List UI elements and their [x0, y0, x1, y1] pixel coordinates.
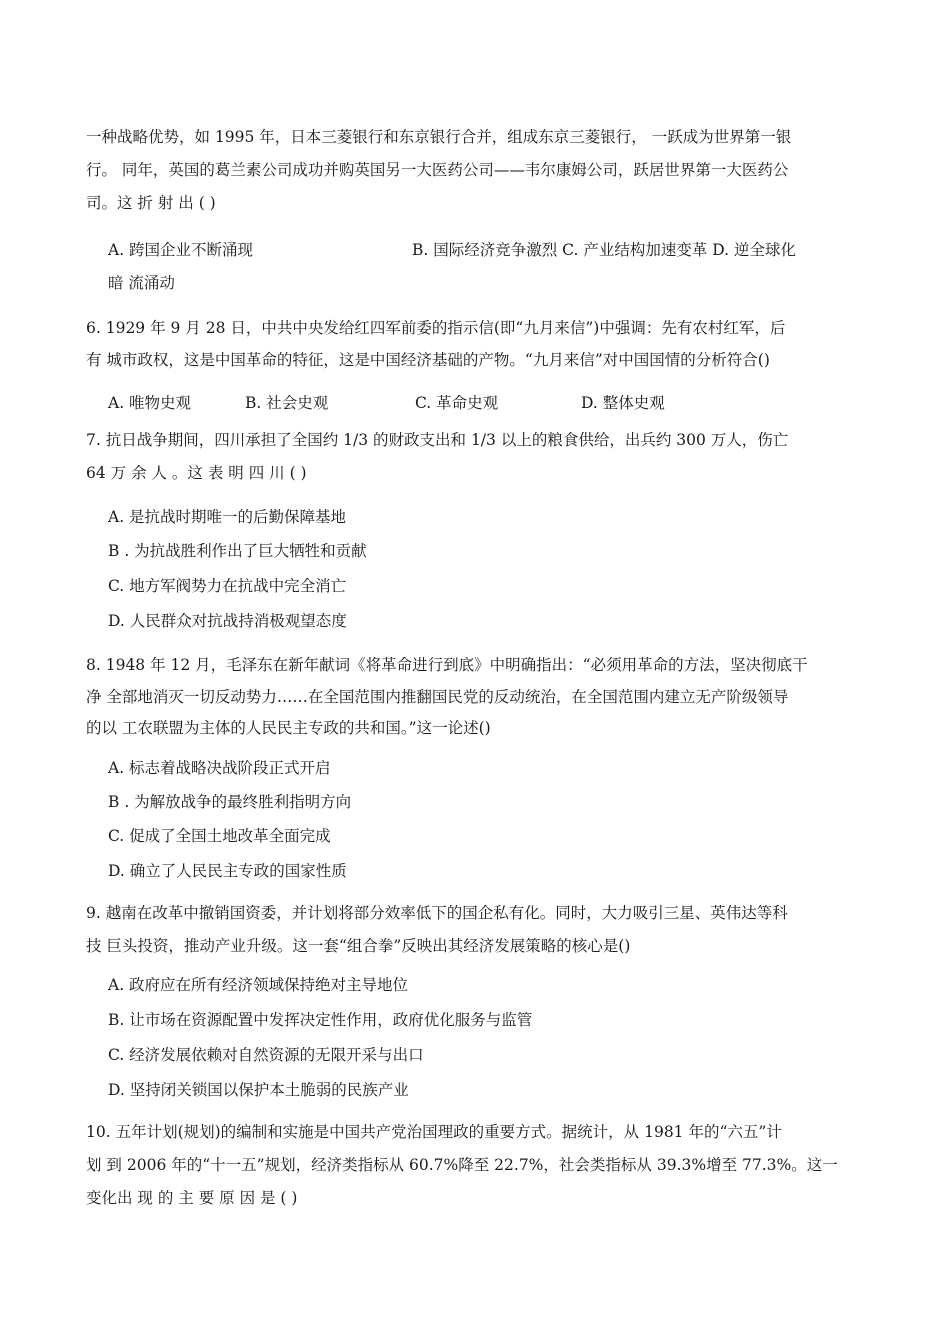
question-7-option-d: D. 人民群众对抗战持消极观望态度 — [108, 612, 347, 630]
question-5-stem-line-3: 司。这 折 射 出 ( ) — [86, 194, 216, 212]
question-6-stem-line-1: 6. 1929 年 9 月 28 日，中共中央发给红四军前委的指示信(即“九月来信”)中强调：先有农村红军，后 — [86, 319, 786, 337]
question-8-stem-line-2: 净 全部地消灭一切反动势力……在全国范围内推翻国民党的反动统治，在全国范围内建立无产阶级领导 — [86, 688, 789, 706]
question-5-stem-line-2: 行。 同年，英国的葛兰素公司成功并购英国另一大医药公司——韦尔康姆公司，跃居世界第一大医药公 — [86, 161, 789, 179]
question-9-option-c: C. 经济发展依赖对自然资源的无限开采与出口 — [108, 1046, 424, 1064]
question-5-option-b-c-d: B. 国际经济竞争激烈 C. 产业结构加速变革 D. 逆全球化 — [412, 241, 796, 259]
question-9-stem-line-2: 技 巨头投资，推动产业升级。这一套“组合拳”反映出其经济发展策略的核心是() — [86, 937, 631, 955]
question-9-option-a: A. 政府应在所有经济领域保持绝对主导地位 — [108, 976, 409, 994]
question-10-stem-line-1: 10. 五年计划(规划)的编制和实施是中国共产党治国理政的重要方式。据统计，从 1981 年的“六五”计 — [86, 1123, 782, 1141]
question-7-stem-line-1: 7. 抗日战争期间，四川承担了全国约 1/3 的财政支出和 1/3 以上的粮食供给，出兵约 300 万人，伤亡 — [86, 431, 789, 449]
question-6-option-d: D. 整体史观 — [581, 394, 665, 412]
question-6-option-a: A. 唯物史观 — [108, 394, 192, 412]
question-8-option-a: A. 标志着战略决战阶段正式开启 — [108, 759, 331, 777]
question-8-option-b: B . 为解放战争的最终胜利指明方向 — [108, 793, 352, 811]
question-9-option-d: D. 坚持闭关锁国以保护本土脆弱的民族产业 — [108, 1081, 409, 1099]
question-8-option-d: D. 确立了人民民主专政的国家性质 — [108, 862, 347, 880]
question-7-stem-line-2: 64 万 余 人 。这 表 明 四 川 ( ) — [86, 464, 307, 482]
question-10-stem-line-3: 变化出 现 的 主 要 原 因 是 ( ) — [86, 1189, 298, 1207]
question-5-stem-line-1: 一种战略优势，如 1995 年，日本三菱银行和东京银行合并，组成东京三菱银行， 一跃成为世界第一银 — [86, 128, 792, 146]
question-6-option-c: C. 革命史观 — [415, 394, 499, 412]
question-8-option-c: C. 促成了全国土地改革全面完成 — [108, 827, 331, 845]
question-9-option-b: B. 让市场在资源配置中发挥决定性作用，政府优化服务与监管 — [108, 1011, 533, 1029]
question-8-stem-line-3: 的以 工农联盟为主体的人民民主专政的共和国。”这一论述() — [86, 719, 491, 737]
question-5-option-d-continued: 暗 流涌动 — [108, 274, 175, 292]
question-6-option-b: B. 社会史观 — [245, 394, 329, 412]
question-5-option-a: A. 跨国企业不断涌现 — [108, 241, 254, 259]
question-6-stem-line-2: 有 城市政权，这是中国革命的特征，这是中国经济基础的产物。“九月来信”对中国国情的分析符合() — [86, 351, 770, 369]
question-10-stem-line-2: 划 到 2006 年的“十一五”规划，经济类指标从 60.7%降至 22.7%，社会类指标从 39.3%增至 77.3%。这一 — [86, 1156, 838, 1174]
question-7-option-c: C. 地方军阀势力在抗战中完全消亡 — [108, 577, 347, 595]
question-7-option-a: A. 是抗战时期唯一的后勤保障基地 — [108, 508, 347, 526]
question-7-option-b: B . 为抗战胜利作出了巨大牺牲和贡献 — [108, 542, 367, 560]
question-8-stem-line-1: 8. 1948 年 12 月，毛泽东在新年献词《将革命进行到底》中明确指出：“必须用革命的方法，坚决彻底干 — [86, 656, 808, 674]
question-9-stem-line-1: 9. 越南在改革中撤销国资委，并计划将部分效率低下的国企私有化。同时，大力吸引三星、英伟达等科 — [86, 904, 788, 922]
